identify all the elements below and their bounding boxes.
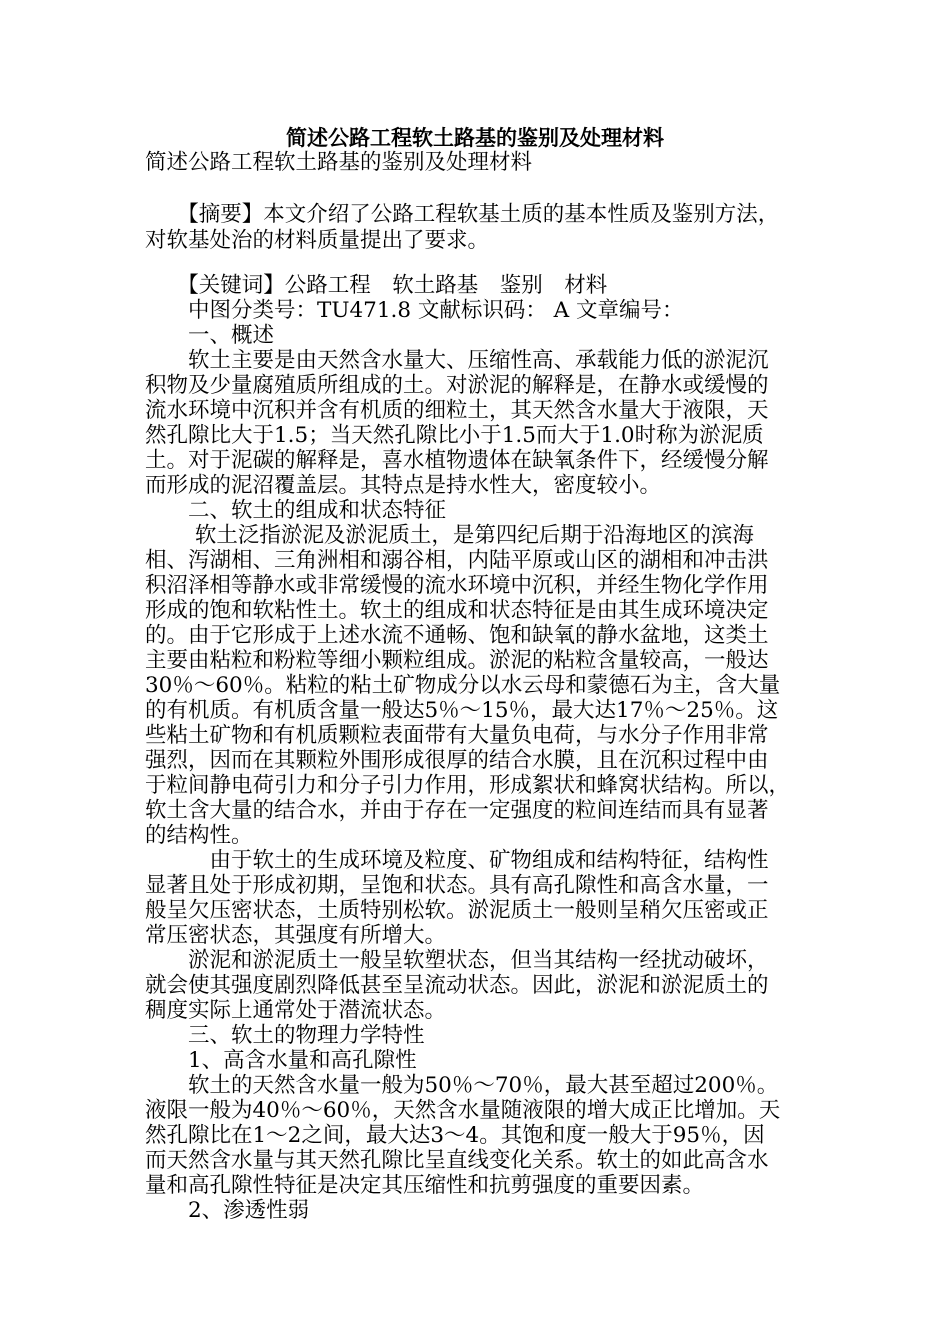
body-line: 流水环境中沉积并含有机质的细粒土，其天然含水量大于液限，天 bbox=[145, 398, 769, 423]
body-line: 稠度实际上通常处于潜流状态。 bbox=[145, 998, 447, 1023]
body-line: 的。由于它形成于上述水流不通畅、饱和缺氧的静水盆地，这类土 bbox=[145, 623, 769, 648]
body-line: 液限一般为40％～60％，天然含水量随液限的增大成正比增加。天 bbox=[145, 1098, 781, 1123]
subtitle-line: 简述公路工程软土路基的鉴别及处理材料 bbox=[145, 150, 533, 175]
body-line: 而形成的泥沼覆盖层。其特点是持水性大，密度较小。 bbox=[145, 473, 662, 498]
body-line: 些粘土矿物和有机质颗粒表面带有大量负电荷，与水分子作用非常 bbox=[145, 723, 769, 748]
subsection-heading: 1、高含水量和高孔隙性 bbox=[145, 1048, 417, 1073]
keywords-line: 【关键词】公路工程 软土路基 鉴别 材料 bbox=[145, 273, 608, 298]
body-line: 相、泻湖相、三角洲相和溺谷相，内陆平原或山区的湖相和冲击洪 bbox=[145, 548, 769, 573]
body-line: 般呈欠压密状态，土质特别松软。淤泥质土一般则呈稍欠压密或正 bbox=[145, 898, 769, 923]
document-title: 简述公路工程软土路基的鉴别及处理材料 bbox=[286, 126, 664, 150]
body-line: 积沼泽相等静水或非常缓慢的流水环境中沉积，并经生物化学作用 bbox=[145, 573, 769, 598]
subsection-heading: 2、渗透性弱 bbox=[145, 1198, 310, 1223]
body-line: 的有机质。有机质含量一般达5％～15％，最大达17％～25％。这 bbox=[145, 698, 779, 723]
body-line: 30％～60％。粘粒的粘土矿物成分以水云母和蒙德石为主，含大量 bbox=[145, 673, 781, 698]
body-line: 主要由粘粒和粉粒等细小颗粒组成。淤泥的粘粒含量较高，一般达 bbox=[145, 648, 769, 673]
body-line: 量和高孔隙性特征是决定其压缩性和抗剪强度的重要因素。 bbox=[145, 1173, 705, 1198]
body-line: 淤泥和淤泥质土一般呈软塑状态，但当其结构一经扰动破坏， bbox=[145, 948, 769, 973]
body-line: 软土的天然含水量一般为50％～70％，最大甚至超过200％。 bbox=[145, 1073, 779, 1098]
section-heading: 二、软土的组成和状态特征 bbox=[145, 498, 447, 523]
body-line: 然孔隙比大于1.5；当天然孔隙比小于1.5而大于1.0时称为淤泥质 bbox=[145, 423, 764, 448]
body-line: 显著且处于形成初期，呈饱和状态。具有高孔隙性和高含水量，一 bbox=[145, 873, 769, 898]
body-line: 然孔隙比在1～2之间，最大达3～4。其饱和度一般大于95％，因 bbox=[145, 1123, 765, 1148]
body-line: 软土主要是由天然含水量大、压缩性高、承载能力低的淤泥沉 bbox=[145, 348, 769, 373]
body-line: 强烈，因而在其颗粒外围形成很厚的结合水膜，且在沉积过程中由 bbox=[145, 748, 769, 773]
body-line: 于粒间静电荷引力和分子引力作用，形成絮状和蜂窝状结构。所以， bbox=[145, 773, 791, 798]
classification-line: 中图分类号：TU471.8 文献标识码： A 文章编号： bbox=[145, 298, 684, 323]
body-line: 软土泛指淤泥及淤泥质土，是第四纪后期于沿海地区的滨海 bbox=[145, 523, 754, 548]
abstract-line: 对软基处治的材料质量提出了要求。 bbox=[145, 228, 490, 253]
body-line: 积物及少量腐殖质所组成的土。对淤泥的解释是，在静水或缓慢的 bbox=[145, 373, 769, 398]
section-heading: 三、软土的物理力学特性 bbox=[145, 1023, 425, 1048]
section-heading: 一、概述 bbox=[145, 323, 275, 348]
body-line: 土。对于泥碳的解释是，喜水植物遗体在缺氧条件下，经缓慢分解 bbox=[145, 448, 769, 473]
abstract-line: 【摘要】本文介绍了公路工程软基土质的基本性质及鉴别方法， bbox=[145, 202, 780, 227]
body-line: 而天然含水量与其天然孔隙比呈直线变化关系。软土的如此高含水 bbox=[145, 1148, 769, 1173]
body-line: 的结构性。 bbox=[145, 823, 253, 848]
body-line: 形成的饱和软粘性土。软土的组成和状态特征是由其生成环境决定 bbox=[145, 598, 769, 623]
body-line: 常压密状态，其强度有所增大。 bbox=[145, 923, 447, 948]
body-line: 就会使其强度剧烈降低甚至呈流动状态。因此，淤泥和淤泥质土的 bbox=[145, 973, 769, 998]
body-line: 由于软土的生成环境及粒度、矿物组成和结构特征，结构性 bbox=[145, 848, 769, 873]
body-line: 软土含大量的结合水，并由于存在一定强度的粒间连结而具有显著 bbox=[145, 798, 769, 823]
